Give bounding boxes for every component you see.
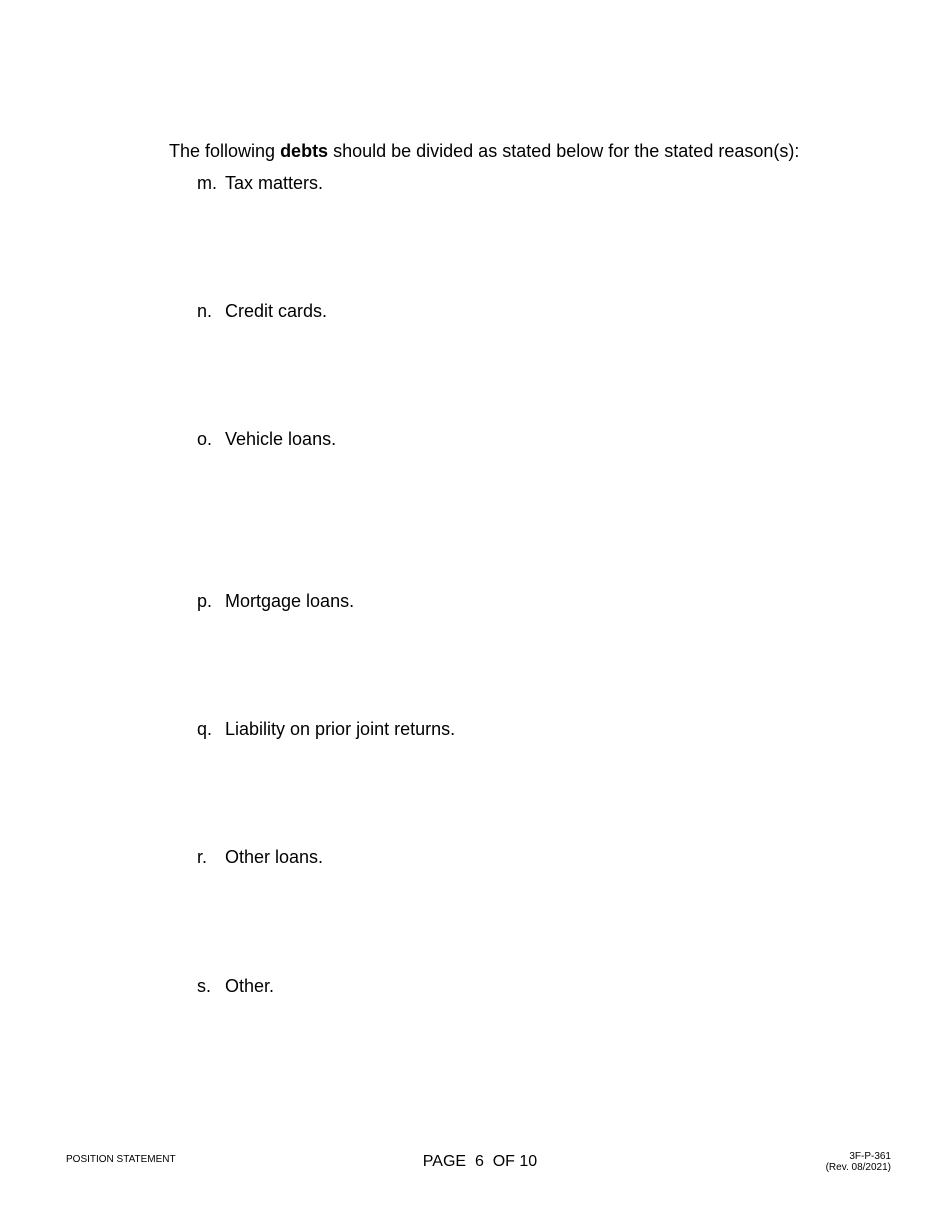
form-revision: (Rev. 08/2021)	[825, 1162, 891, 1173]
list-item-other	[197, 976, 274, 997]
item-label: Credit cards.	[225, 301, 328, 321]
intro-sentence	[169, 141, 799, 162]
item-label: Other loans.	[225, 847, 324, 867]
list-item-other-loans	[197, 847, 323, 868]
list-item-prior-joint-returns	[197, 719, 455, 740]
list-item-mortgage-loans	[197, 591, 354, 612]
item-label: Liability on prior joint returns.	[225, 719, 456, 739]
item-letter: n.	[197, 301, 213, 321]
item-letter: r.	[197, 847, 208, 867]
intro-text: The following	[169, 141, 281, 161]
item-letter: o.	[197, 429, 213, 449]
footer-form-id	[826, 1151, 891, 1173]
intro-text-rest: should be divided as stated below for the stated reason(s):	[328, 141, 800, 161]
item-label: Tax matters.	[225, 173, 324, 193]
item-label: Other.	[225, 976, 275, 996]
intro-bold-term: debts	[280, 141, 329, 161]
list-item-tax-matters	[197, 173, 323, 194]
footer-document-title: POSITION STATEMENT	[66, 1154, 176, 1165]
item-letter: q.	[197, 719, 213, 739]
item-letter: m.	[197, 173, 217, 193]
item-label: Mortgage loans.	[225, 591, 355, 611]
footer-page-number: PAGE 6 OF 10	[422, 1153, 538, 1170]
form-number: 3F-P-361	[849, 1151, 891, 1162]
item-letter: p.	[197, 591, 213, 611]
list-item-vehicle-loans	[197, 429, 336, 450]
item-letter: s.	[197, 976, 212, 996]
list-item-credit-cards	[197, 301, 327, 322]
item-label: Vehicle loans.	[225, 429, 337, 449]
